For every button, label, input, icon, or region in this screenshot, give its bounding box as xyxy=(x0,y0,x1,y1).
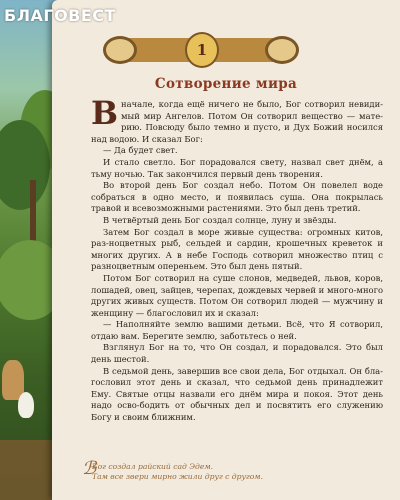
paragraph: Потом Бог сотворил на суше слонов, медведей, львов, коров, лошадей, овец, зайцев, черепах, дождевых червей и много-много других живых существ. Потом Он сотворил людей — мужчину и женщину — благословил их и сказал: xyxy=(91,272,383,318)
ornament-curl-left xyxy=(103,36,137,64)
paragraph: В седьмой день, завершив все свои дела, Бог отдыхал. Он бла-гословил этот день и сказал, что седьмой день принадлежит Ему. Святые отцы назвали его днём мира и покоя. Этот день надо осво-бодить от обычных дел и посвятить его служению Богу и своим ближним. xyxy=(91,365,383,423)
paragraph: В четвёртый день Бог создал солнце, луну и звёзды. xyxy=(103,214,337,225)
illustration-caption xyxy=(82,462,302,482)
drop-cap: В xyxy=(91,94,119,132)
caption-line: Там все звери мирно жили друг с другом. xyxy=(92,472,263,481)
paragraph: И стало светло. Бог порадовался свету, назвал свет днём, а тьму ночью. Так закончился первый день творения. xyxy=(91,156,383,179)
paragraph xyxy=(91,94,383,145)
chapter-text xyxy=(91,94,383,424)
caption-line: Бог создал райский сад Эдем. xyxy=(92,462,214,471)
paragraph: Во второй день Бог создал небо. Потом Он повелел водe собраться в одно место, и появилась суша. Она покрылась травой и всевозможными растениями. Это был день третий. xyxy=(91,180,383,214)
caption-flourish-icon: ℬ xyxy=(82,458,97,479)
chapter-title: Сотворение мира xyxy=(154,76,298,92)
chapter-ornament xyxy=(103,32,299,68)
bird-figure xyxy=(18,392,34,418)
paragraph: — Да будет свет. xyxy=(103,145,178,156)
ornament-curl-right xyxy=(265,36,299,64)
paragraph: — Наполняйте землю вашими детьми. Всё, что Я сотворил, отдаю вам. Берегите землю, заботьтесь о ней. xyxy=(91,319,383,341)
paragraph: Взглянул Бог на то, что Он создал, и порадовался. Это был день шестой. xyxy=(91,342,383,365)
paragraph-text: начале, когда ещё ничего не было, Бог сотворил невиди-мый мир Ангелов. Потом Он сотворил вещество — мате-рию. Повсюду было темно и пусто, и Дух Божий носился над водою. И сказал Бог: xyxy=(91,99,383,144)
chapter-number: 1 xyxy=(185,32,219,68)
watermark: БЛАГОВЕСТ xyxy=(4,6,116,25)
paragraph: Затем Бог создал в море живые существа: огромных китов, раз-ноцветных рыб, сельдей и сардин, крошечных креветок и многих других. А в небе Господь сотворил множество птиц с разноцветным опереньем. Это был день пятый. xyxy=(91,226,383,272)
